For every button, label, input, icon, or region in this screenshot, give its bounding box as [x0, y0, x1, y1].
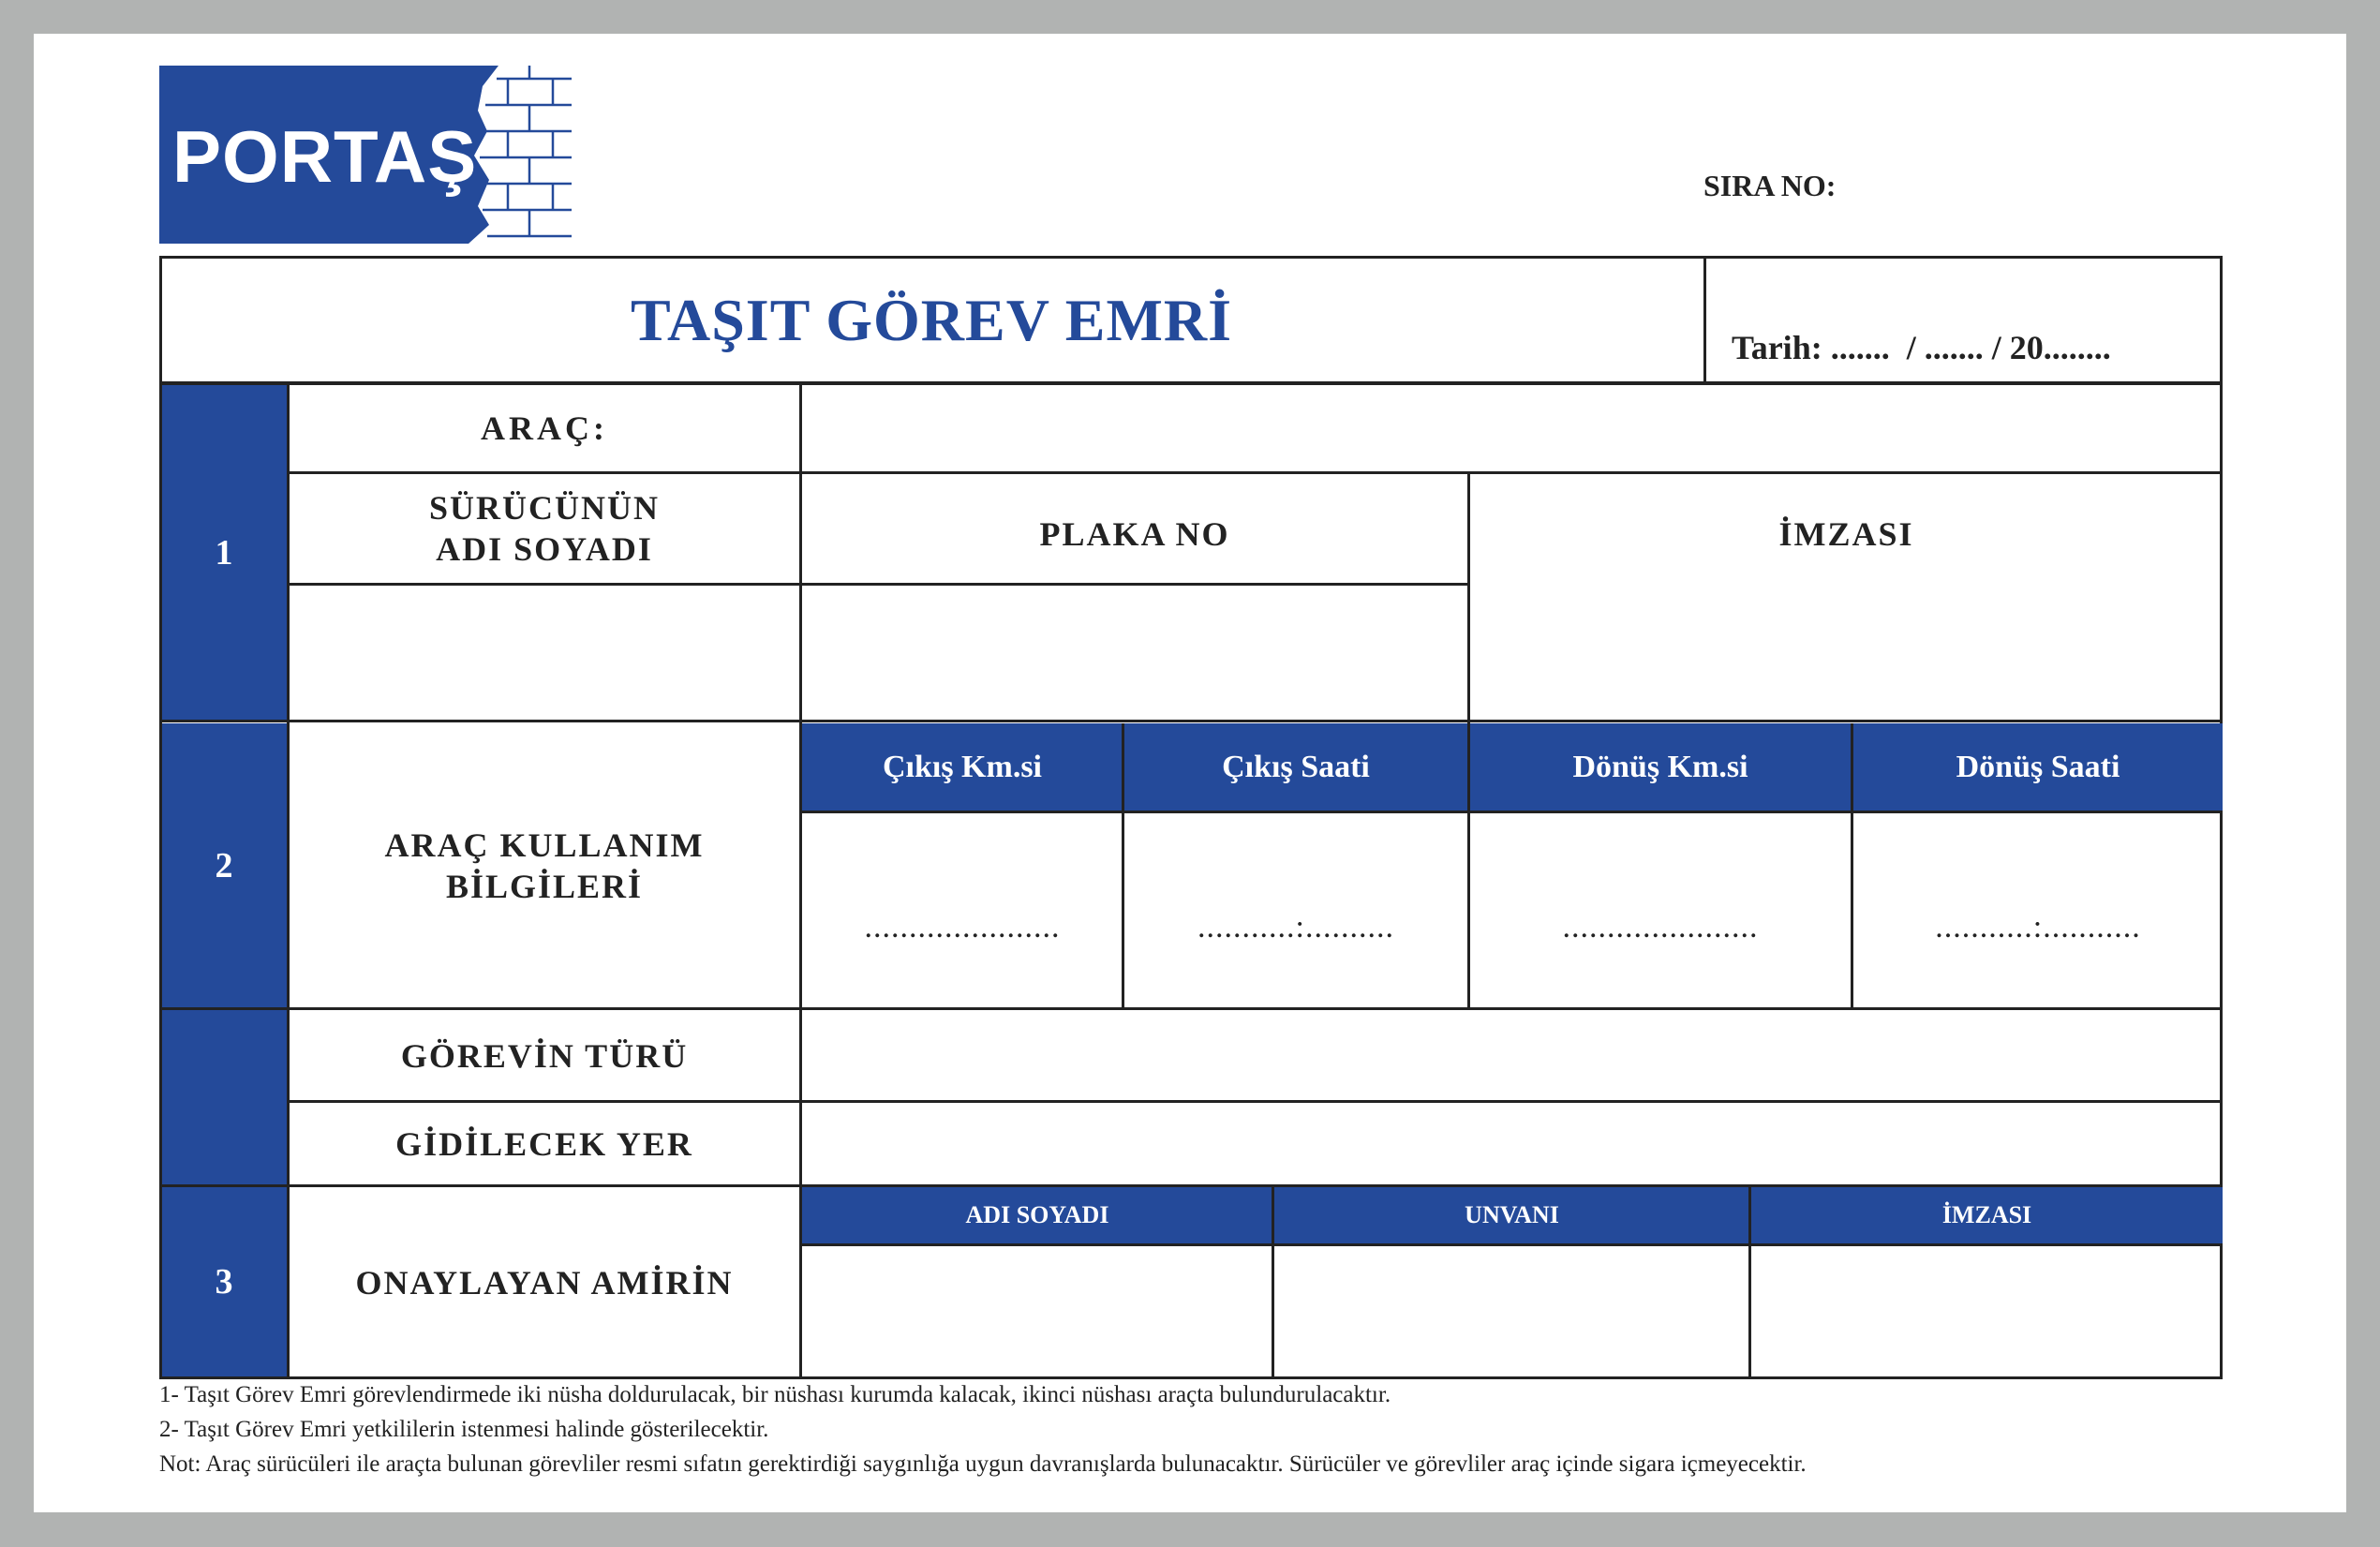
portas-logo	[159, 66, 576, 244]
surucu-label	[289, 473, 800, 584]
surucu-field[interactable]	[290, 587, 798, 718]
section-number-2: 2	[215, 846, 233, 885]
note-3: Not: Araç sürücüleri ile araçta bulunan görevliler resmi sıfatın gerektirdiği saygınlığa uygun davranışlarda bulunacaktır. Sürücüler ve görevliler araç içinde sigara içmeyecektir.	[159, 1451, 1807, 1477]
donus-saati-field[interactable]: ...........:...........	[1935, 910, 2141, 945]
col-donus-saati: Dönüş Saati	[1956, 749, 2120, 784]
arac-label: ARAÇ:	[481, 409, 608, 447]
arac-kullanim-line2: BİLGİLERİ	[445, 868, 644, 905]
plaka-label: PLAKA NO	[1039, 515, 1230, 553]
imza-field[interactable]	[1470, 600, 2221, 718]
amir-imza-field[interactable]	[1751, 1246, 2221, 1377]
col-unvani: UNVANI	[1465, 1201, 1559, 1228]
col-donus-km: Dönüş Km.si	[1572, 749, 1748, 784]
gidilecek-yer-field[interactable]	[802, 1103, 2221, 1183]
sira-no-label: SIRA NO:	[1703, 169, 1837, 202]
donus-km-field[interactable]: ......................	[1562, 910, 1759, 945]
hline	[159, 720, 2223, 722]
cikis-saati-field[interactable]: ...........:..........	[1197, 910, 1394, 945]
plaka-field[interactable]	[802, 587, 1467, 718]
gidilecek-yer-label: GİDİLECEK YER	[395, 1125, 693, 1163]
amir-adi-field[interactable]	[802, 1246, 1271, 1377]
note-2: 2- Taşıt Görev Emri yetkililerin istenmesi halinde gösterilecektir.	[159, 1417, 769, 1442]
gorev-turu-field[interactable]	[802, 1012, 2221, 1099]
arac-field[interactable]	[802, 386, 2221, 470]
section-number-1: 1	[215, 533, 233, 573]
cikis-km-field[interactable]: ......................	[864, 910, 1061, 945]
col-adi-soyadi: ADI SOYADI	[965, 1201, 1109, 1228]
gorev-turu-label: GÖREVİN TÜRÜ	[400, 1036, 689, 1075]
hline	[801, 811, 2223, 813]
section-number-3: 3	[215, 1262, 233, 1302]
form-title: TAŞIT GÖREV EMRİ	[631, 286, 1232, 353]
surucu-label-line2: ADI SOYADI	[436, 530, 653, 568]
amir-unvani-field[interactable]	[1274, 1246, 1748, 1377]
surucu-label-line1: SÜRÜCÜNÜN	[428, 489, 660, 527]
tarih-field[interactable]: Tarih: ....... / ....... / 20........	[1732, 329, 2111, 366]
col-cikis-saati: Çıkış Saati	[1222, 749, 1370, 784]
col-imzasi: İMZASI	[1941, 1201, 2032, 1228]
onaylayan-amirin-label: ONAYLAYAN AMİRİN	[355, 1264, 734, 1302]
logo-text: PORTAŞ	[172, 115, 478, 198]
col-cikis-km: Çıkış Km.si	[882, 749, 1043, 784]
imza-label: İMZASI	[1778, 515, 1914, 553]
arac-kullanim-line1: ARAÇ KULLANIM	[384, 826, 705, 864]
note-1: 1- Taşıt Görev Emri görevlendirmede iki nüsha doldurulacak, bir nüshası kurumda kalacak, ikinci nüshası araçta bulundurulacaktır.	[159, 1382, 1391, 1407]
title-divider	[1703, 256, 1706, 384]
arac-kullanim-label	[289, 723, 800, 1008]
